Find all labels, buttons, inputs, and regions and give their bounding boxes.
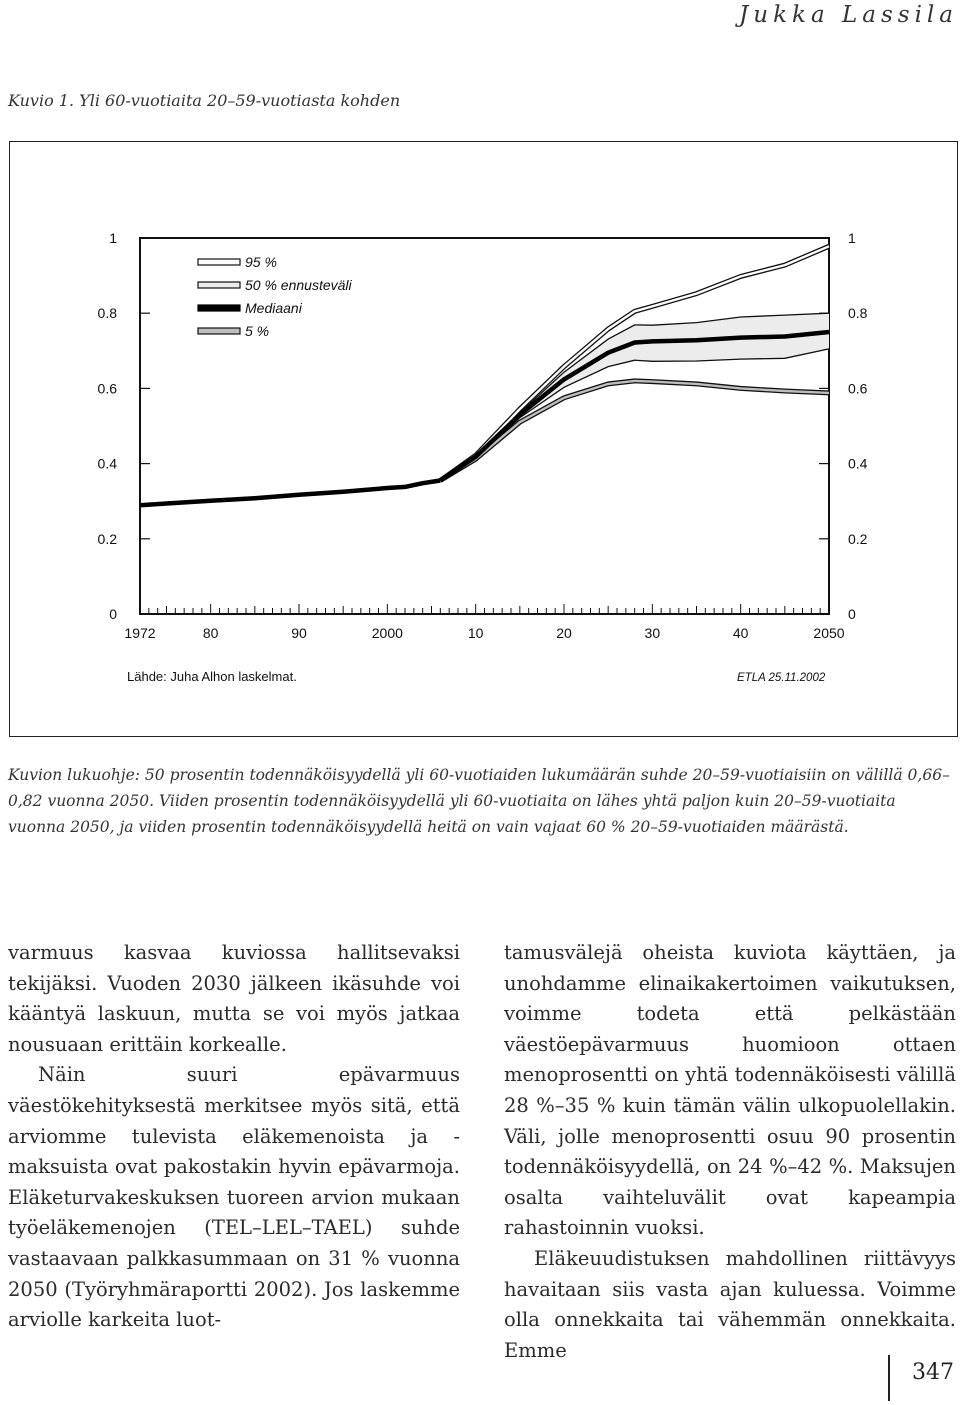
figure-frame — [9, 141, 958, 737]
body-paragraph: varmuus kasvaa kuviossa hallitsevaksi tekijäksi. Vuoden 2030 jälkeen ikäsuhde voi kääntyä laskuun, mutta se voi myös jatkaa nousuaan erittäin korkealle. — [8, 941, 460, 1056]
legend-label-median: Mediaani — [245, 300, 302, 316]
series-95-line — [440, 246, 829, 480]
x-axis-ticks — [140, 604, 829, 614]
x-axis-labels — [124, 625, 844, 641]
legend-swatch-50 — [198, 282, 240, 288]
figure-source: Lähde: Juha Alhon laskelmat. — [127, 669, 297, 684]
legend-swatch-median — [198, 305, 240, 311]
y-tick-label-right: 0.8 — [848, 305, 868, 322]
y-axis-labels-right — [848, 230, 868, 622]
body-paragraph: tamusvälejä oheista kuviota käyttäen, ja unohdamme elinaikakertoimen vaikutuksen, voimme todeta että pelkästään väestöepävarmuus huomioon ottaen menoprosentti on yhtä todennäköisesti välillä 28 %–35 % kuin tämän välin ulkopuolellakin. Väli, jolle menoprosentti osuu 90 prosentin todennäköisyydellä, on 24 %–42 %. Maksujen osalta vaihteluvälit ovat kapeampia rahastoinnin vuoksi. — [504, 941, 956, 1240]
x-tick-label: 30 — [644, 625, 661, 641]
y-tick-label-right: 0.4 — [848, 455, 868, 472]
y-tick-label-left: 0 — [109, 606, 117, 622]
y-axis-labels-left — [98, 230, 118, 622]
plot-frame — [140, 238, 829, 614]
y-tick-label-left: 0.6 — [97, 380, 117, 397]
body-column-right — [504, 938, 956, 1366]
legend-swatch-5 — [198, 328, 240, 334]
body-paragraph: Eläkeuudistuksen mahdollinen riittävyys havaitaan siis vasta ajan kuluessa. Voimme olla onnekkaita tai vähemmän onnekkaita. Emme — [504, 1246, 956, 1362]
figure-title: Kuvio 1. Yli 60-vuotiaita 20–59-vuotiasta kohden — [8, 91, 401, 110]
x-tick-label: 80 — [202, 625, 219, 641]
y-tick-label-left: 1 — [109, 230, 117, 246]
legend-label-5: 5 % — [245, 323, 270, 339]
legend-swatch-95 — [198, 259, 240, 265]
figure-caption: Kuvion lukuohje: 50 prosentin todennäköisyydellä yli 60-vuotiaiden lukumäärän suhde 20–59-vuotiaisiin on välillä 0,66–0,82 vuonna 2050. Viiden prosentin todennäköisyydellä yli 60-vuotiaita on lähes yhtä paljon kuin 20–59-vuotiaita vuonna 2050, ja viiden prosentin todennäköisyydellä heitä on vain vajaat 60 % 20–59-vuotiaiden määrästä. — [8, 766, 950, 836]
y-tick-label-right: 0.2 — [848, 530, 868, 547]
y-axis-ticks — [140, 238, 829, 614]
y-tick-label-right: 0.6 — [848, 380, 868, 397]
y-tick-label-left: 0.4 — [97, 455, 117, 472]
body-paragraph: Näin suuri epävarmuus väestökehityksestä merkitsee myös sitä, että arviomme tulevista eläkemenoista ja -maksuista ovat pakostakin hyvin epävarmoja. Eläketurvakeskuksen tuoreen arvion mukaan työeläkemenojen (TEL–LEL–TAEL) suhde vastaavaan palkkasummaan on 31 % vuonna 2050 (Työryhmäraportti 2002). Jos laskemme arviolle karkeita luot- — [8, 1063, 460, 1332]
x-tick-label: 10 — [467, 625, 484, 641]
series-95-line-outline — [440, 246, 829, 480]
legend — [198, 254, 353, 339]
running-head: Jukka Lassila — [739, 2, 958, 28]
chart — [10, 142, 956, 735]
x-tick-label: 1972 — [124, 625, 156, 641]
legend-label-50: 50 % ennusteväli — [245, 277, 352, 293]
x-tick-label: 2050 — [813, 625, 845, 641]
y-tick-label-left: 0.8 — [97, 305, 117, 322]
x-tick-label: 90 — [291, 625, 307, 641]
page-number: 347 — [912, 1360, 954, 1385]
x-tick-label: 40 — [732, 625, 749, 641]
legend-label-95: 95 % — [245, 254, 277, 270]
x-tick-label: 2000 — [371, 625, 403, 641]
series-history-line — [140, 481, 440, 506]
body-column-left — [8, 938, 460, 1336]
series-layer — [140, 246, 829, 505]
page-number-rule — [888, 1355, 890, 1401]
figure-credit: ETLA 25.11.2002 — [737, 672, 826, 684]
series-band-lower-line — [440, 349, 829, 481]
x-tick-label: 20 — [556, 625, 572, 641]
y-tick-label-right: 1 — [848, 230, 856, 246]
y-tick-label-left: 0.2 — [97, 530, 117, 547]
y-tick-label-right: 0 — [848, 606, 856, 622]
